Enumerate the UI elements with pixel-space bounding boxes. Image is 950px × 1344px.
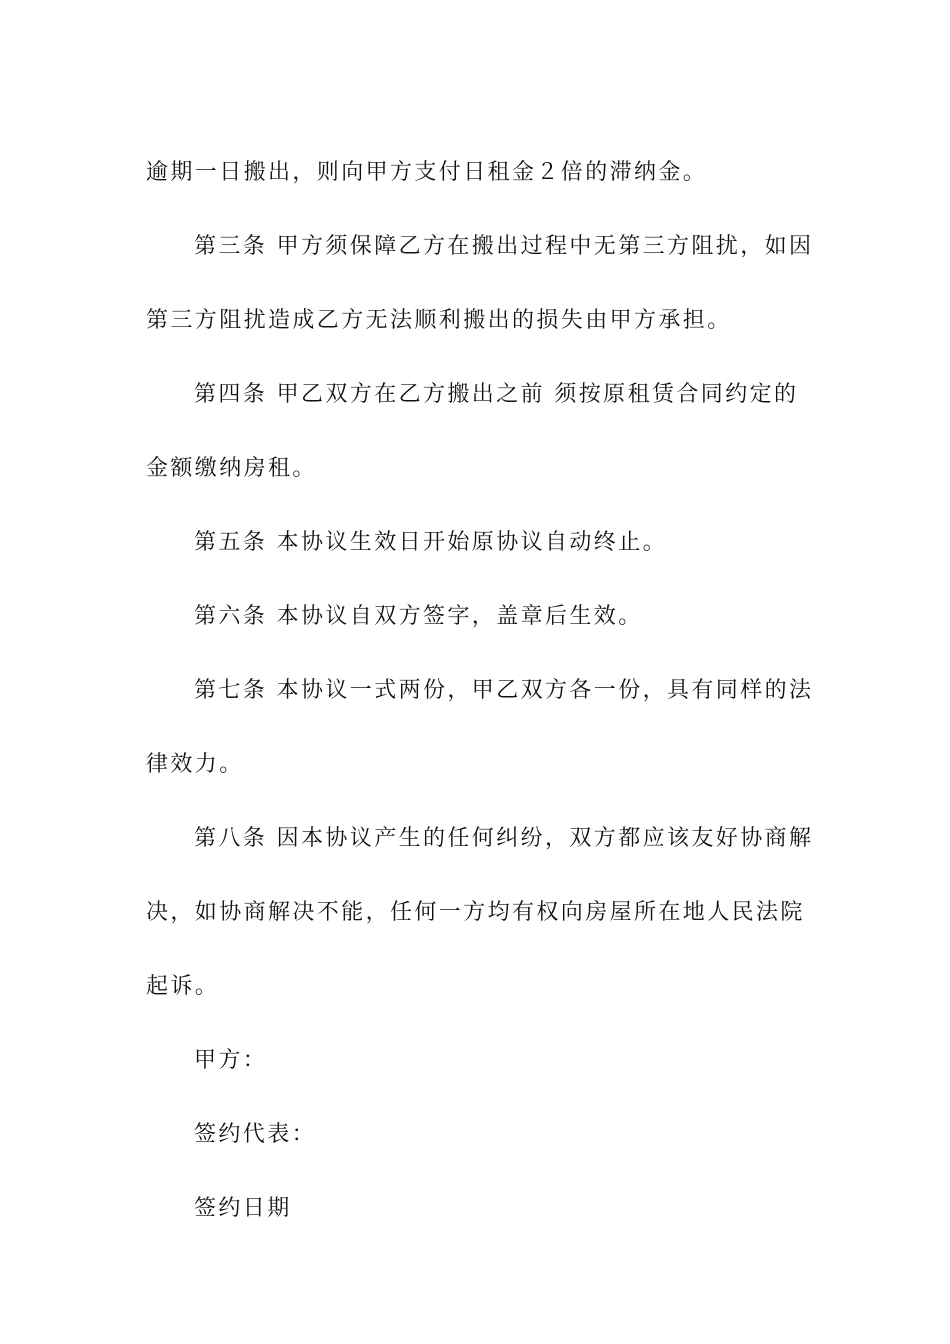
text-line-article-4-a: 第四条 甲乙双方在乙方搬出之前 须按原租赁合同约定的 — [194, 382, 799, 407]
text-line-article-6: 第六条 本协议自双方签字，盖章后生效。 — [194, 604, 643, 629]
text-line-article-4-b: 金额缴纳房租。 — [146, 456, 317, 481]
text-line-article-8-b: 决，如协商解决不能，任何一方均有权向房屋所在地人民法院 — [146, 900, 805, 925]
text-line-article-5: 第五条 本协议生效日开始原协议自动终止。 — [194, 530, 667, 555]
text-line-article-3-a: 第三条 甲方须保障乙方在搬出过程中无第三方阻扰，如因 — [194, 234, 814, 259]
text-line-article-7-a: 第七条 本协议一式两份，甲乙双方各一份，具有同样的法 — [194, 678, 814, 703]
text-line-article-8-c: 起诉。 — [146, 974, 220, 999]
text-line-overdue-penalty: 逾期一日搬出，则向甲方支付日租金２倍的滞纳金。 — [146, 160, 708, 185]
signing-representative-label: 签约代表： — [194, 1122, 317, 1147]
text-line-article-7-b: 律效力。 — [146, 752, 244, 777]
document-body — [146, 136, 814, 1246]
party-a-label: 甲方： — [194, 1048, 268, 1073]
text-line-article-8-a: 第八条 因本协议产生的任何纠纷，双方都应该友好协商解 — [194, 826, 814, 851]
text-line-article-3-b: 第三方阻扰造成乙方无法顺利搬出的损失由甲方承担。 — [146, 308, 732, 333]
signing-date-label: 签约日期 — [194, 1196, 292, 1221]
